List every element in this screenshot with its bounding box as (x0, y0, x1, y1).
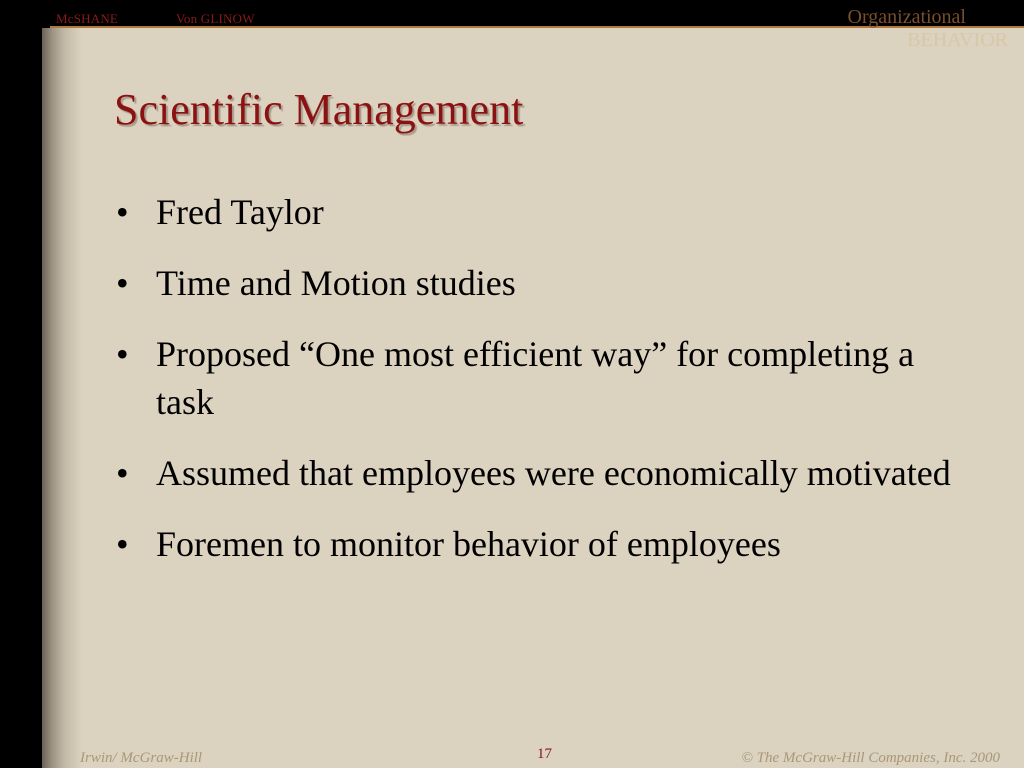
author-name-2: Von GLINOW (176, 11, 255, 26)
bullet-item (114, 330, 974, 426)
author-name-1: McSHANE (56, 11, 119, 26)
slide-title: Scientific Management (114, 85, 524, 134)
bullet-text: Fred Taylor (156, 192, 324, 232)
left-band (0, 28, 42, 768)
bullet-marker: • (116, 192, 129, 232)
footer-copyright: © The McGraw-Hill Companies, Inc. 2000 (741, 750, 1000, 766)
bullet-marker: • (116, 453, 129, 493)
bullet-text: Assumed that employees were economically motivated (156, 453, 951, 493)
page-number: 17 (537, 746, 552, 762)
bullet-text: Time and Motion studies (156, 263, 516, 303)
left-band-shadow (42, 28, 82, 768)
bullet-marker: • (116, 263, 129, 303)
bullet-item (114, 449, 974, 497)
bullet-item (114, 520, 974, 568)
bullet-marker: • (116, 524, 129, 564)
bullet-item (114, 259, 974, 307)
bullet-text: Foremen to monitor behavior of employees (156, 524, 781, 564)
bullet-item (114, 188, 974, 236)
brand-line-2: BEHAVIOR (907, 29, 1008, 51)
bullet-marker: • (116, 334, 129, 374)
brand-line-1: Organizational (847, 6, 966, 28)
bullet-text: Proposed “One most efficient way” for completing a task (156, 334, 915, 422)
bullet-list (114, 188, 974, 591)
footer-publisher: Irwin/ McGraw-Hill (80, 750, 203, 766)
